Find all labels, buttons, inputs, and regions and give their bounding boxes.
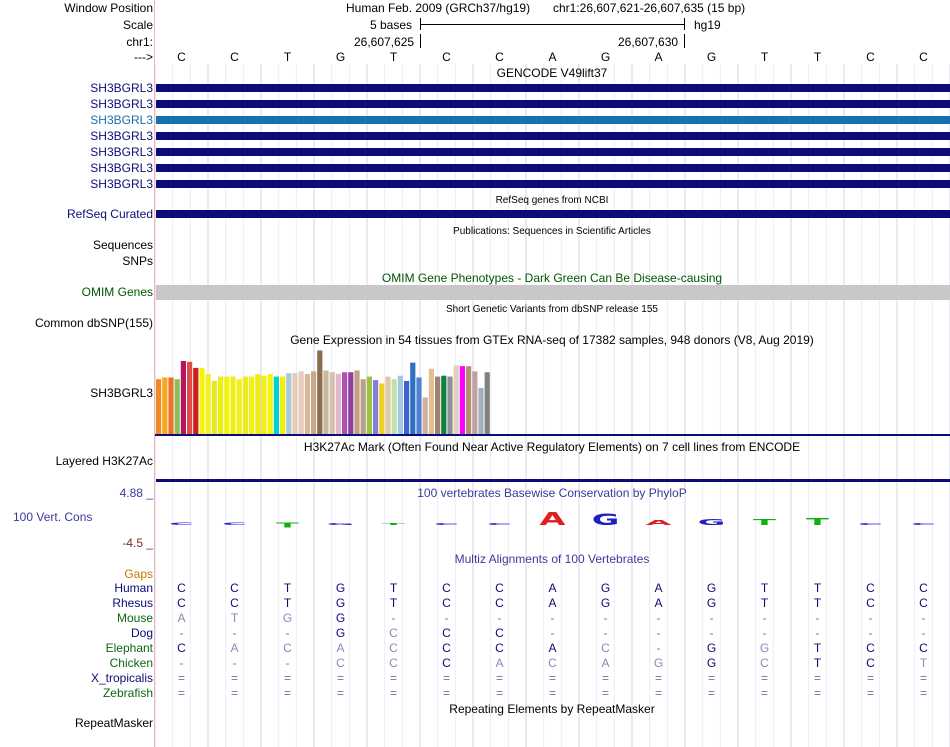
aligned-base: T — [389, 596, 398, 610]
aligned-base: = — [760, 686, 769, 700]
phylop-base-glyph: T — [753, 517, 776, 527]
gtex-tissue-bar — [367, 377, 372, 434]
aligned-base: = — [283, 686, 292, 700]
gencode-transcript-label[interactable]: SH3BGRL3 — [90, 177, 153, 191]
aligned-base: G — [335, 596, 346, 610]
base-letter: T — [760, 50, 769, 64]
gtex-tissue-bar — [292, 373, 297, 434]
omim-label[interactable]: OMIM Genes — [81, 285, 153, 299]
phylop-track-title[interactable]: 100 vertebrates Basewise Conservation by PhyloP — [417, 486, 687, 500]
gencode-transcript-bar[interactable] — [156, 132, 950, 140]
aligned-base: A — [601, 656, 610, 670]
gtex-tissue-bar — [224, 377, 229, 434]
aligned-base: - — [921, 611, 926, 625]
gtex-tissue-bar — [460, 366, 465, 434]
base-letter: A — [654, 50, 663, 64]
aligned-base: - — [709, 626, 714, 640]
gtex-tissue-bar — [323, 370, 328, 434]
gencode-transcript-label[interactable]: SH3BGRL3 — [90, 161, 153, 175]
scale-bar — [420, 24, 685, 25]
scale-text: 5 bases — [370, 18, 413, 32]
aligned-base: T — [813, 596, 822, 610]
gtex-tissue-bar — [336, 374, 341, 434]
base-letter: G — [600, 50, 611, 64]
aligned-base: A — [230, 641, 239, 655]
aligned-base: G — [282, 611, 293, 625]
gtex-tissue-bar — [299, 371, 304, 434]
aligned-base: = — [601, 686, 610, 700]
base-letter: C — [866, 50, 875, 64]
gtex-tissue-bar — [485, 372, 490, 434]
h3k27ac-label[interactable]: Layered H3K27Ac — [55, 454, 153, 468]
gencode-transcript-bar[interactable] — [156, 84, 950, 92]
aligned-base: = — [389, 686, 398, 700]
base-letter: T — [283, 50, 292, 64]
gencode-transcript-label[interactable]: SH3BGRL3 — [90, 81, 153, 95]
gtex-tissue-bar — [274, 377, 279, 434]
scale-label: Scale — [122, 18, 153, 32]
aligned-base: - — [762, 626, 767, 640]
species-label[interactable]: Zebrafish — [102, 686, 153, 700]
aligned-base: T — [813, 641, 822, 655]
phylop-label[interactable]: 100 Vert. Cons — [13, 510, 93, 524]
gtex-tissue-bar — [429, 369, 434, 434]
aligned-base: C — [230, 581, 239, 595]
h3k27ac-track-title[interactable]: H3K27Ac Mark (Often Found Near Active Regulatory Elements) on 7 cell lines from ENCODE — [303, 440, 801, 454]
gtex-tissue-bar — [410, 363, 415, 434]
base-letter: C — [177, 50, 186, 64]
base-letter: A — [548, 50, 557, 64]
species-label[interactable]: Chicken — [109, 656, 153, 670]
aligned-base: C — [389, 656, 398, 670]
phylop-ymin: -4.5 _ — [122, 536, 153, 550]
gencode-transcript-bar[interactable] — [156, 164, 950, 172]
gencode-track-title[interactable]: GENCODE V49lift37 — [496, 66, 608, 80]
aligned-base: - — [709, 611, 714, 625]
aligned-base: - — [815, 611, 820, 625]
aligned-base: T — [283, 581, 292, 595]
aligned-base: = — [866, 671, 875, 685]
aligned-base: T — [760, 581, 769, 595]
species-label[interactable]: Mouse — [116, 611, 153, 625]
species-label[interactable]: Elephant — [105, 641, 153, 655]
gtex-track-title[interactable]: Gene Expression in 54 tissues from GTEx RNA-seq of 17382 samples, 948 donors (V8, Aug 2019) — [290, 333, 814, 347]
aligned-base: C — [336, 656, 345, 670]
aligned-base: C — [919, 641, 928, 655]
aligned-base: C — [177, 581, 186, 595]
gtex-tissue-bar — [168, 377, 173, 434]
gtex-tissue-bar — [354, 370, 359, 434]
aligned-base: - — [497, 611, 502, 625]
phylop-base-glyph: T — [806, 515, 829, 528]
species-label[interactable]: Rhesus — [112, 596, 153, 610]
aligned-base: T — [283, 596, 292, 610]
aligned-base: = — [336, 671, 345, 685]
phylop-base-glyph: C — [169, 521, 194, 526]
gtex-tissue-bar — [286, 373, 291, 434]
coord-left: 26,607,625 — [354, 35, 415, 49]
gaps-label[interactable]: Gaps — [124, 567, 153, 581]
base-letter: C — [495, 50, 504, 64]
gtex-tissue-bar — [199, 368, 204, 434]
gencode-transcript-bar[interactable] — [156, 148, 950, 156]
gtex-tissue-bar — [348, 372, 353, 434]
gtex-tissue-bar — [181, 361, 186, 434]
aligned-base: T — [813, 581, 822, 595]
phylop-base-glyph: C — [911, 522, 936, 526]
gtex-tissue-bar — [255, 374, 260, 434]
dbsnp-label[interactable]: Common dbSNP(155) — [34, 316, 153, 330]
aligned-base: G — [759, 641, 770, 655]
species-label[interactable]: X_tropicalis — [90, 671, 153, 685]
dbsnp-track-title[interactable]: Short Genetic Variants from dbSNP release 155 — [446, 304, 658, 315]
aligned-base: A — [548, 596, 557, 610]
phylop-base-glyph: A — [539, 509, 566, 530]
aligned-base: T — [230, 611, 239, 625]
phylop-base-glyph: C — [487, 522, 512, 526]
aligned-base: = — [336, 686, 345, 700]
aligned-base: C — [866, 596, 875, 610]
aligned-base: C — [389, 626, 398, 640]
gtex-tissue-bar — [218, 377, 223, 434]
aligned-base: C — [495, 581, 504, 595]
aligned-base: C — [177, 596, 186, 610]
aligned-base: C — [283, 641, 292, 655]
aligned-base: C — [919, 581, 928, 595]
aligned-base: C — [866, 581, 875, 595]
gencode-transcript-label[interactable]: SH3BGRL3 — [90, 97, 153, 111]
aligned-base: = — [283, 671, 292, 685]
base-letter: G — [706, 50, 717, 64]
gencode-transcript-bar[interactable] — [156, 100, 950, 108]
gtex-label[interactable]: SH3BGRL3 — [90, 386, 153, 400]
gtex-tissue-bar — [416, 377, 421, 434]
aligned-base: - — [815, 626, 820, 640]
aligned-base: = — [177, 686, 186, 700]
gtex-tissue-bar — [243, 377, 248, 434]
gtex-tissue-bar — [261, 376, 266, 434]
aligned-base: = — [919, 686, 928, 700]
phylop-base-glyph: T — [276, 521, 299, 529]
gtex-tissue-bar — [230, 377, 235, 434]
aligned-base: = — [813, 671, 822, 685]
gtex-tissue-bar — [330, 372, 335, 434]
gencode-transcript-bar[interactable] — [156, 180, 950, 188]
base-letter: T — [389, 50, 398, 64]
coord-right: 26,607,630 — [618, 35, 679, 49]
aligned-base: - — [444, 611, 449, 625]
species-label[interactable]: Human — [114, 581, 153, 595]
refseq-gene-bar[interactable] — [156, 210, 950, 218]
aligned-base: = — [230, 671, 239, 685]
aligned-base: - — [550, 611, 555, 625]
assembly-title: Human Feb. 2009 (GRCh37/hg19) — [346, 1, 531, 15]
aligned-base: A — [548, 581, 557, 595]
aligned-base: C — [548, 656, 557, 670]
sequences-label[interactable]: Sequences — [92, 238, 153, 252]
aligned-base: = — [919, 671, 928, 685]
aligned-base: - — [603, 626, 608, 640]
base-letter: C — [442, 50, 451, 64]
aligned-base: C — [866, 641, 875, 655]
gtex-tissue-bar — [212, 381, 217, 434]
aligned-base: - — [921, 626, 926, 640]
aligned-base: T — [389, 581, 398, 595]
refseq-track-title[interactable]: RefSeq genes from NCBI — [495, 195, 609, 206]
gtex-tissue-bar — [478, 388, 483, 434]
aligned-base: G — [600, 596, 611, 610]
aligned-base: A — [336, 641, 345, 655]
repeatmasker-label[interactable]: RepeatMasker — [74, 716, 153, 730]
gtex-tissue-bar — [162, 377, 167, 434]
aligned-base: G — [600, 581, 611, 595]
scale-db: hg19 — [694, 18, 721, 32]
aligned-base: - — [868, 611, 873, 625]
aligned-base: - — [603, 611, 608, 625]
h3k27ac-signal-bar[interactable] — [156, 479, 950, 482]
aligned-base: G — [335, 611, 346, 625]
gtex-tissue-bar — [175, 379, 180, 434]
phylop-base-glyph: C — [858, 522, 883, 526]
aligned-base: - — [285, 656, 290, 670]
gtex-tissue-bar — [187, 362, 192, 434]
coord-right-tick — [684, 34, 685, 48]
aligned-base: = — [495, 671, 504, 685]
gtex-tissue-bar — [268, 374, 273, 434]
phylop-logo[interactable] — [155, 500, 950, 550]
snps-label[interactable]: SNPs — [122, 254, 153, 268]
aligned-base: C — [442, 581, 451, 595]
aligned-base: G — [706, 596, 717, 610]
gtex-tissue-bar — [392, 379, 397, 434]
repeatmasker-track-title[interactable]: Repeating Elements by RepeatMasker — [449, 702, 655, 716]
phylop-base-glyph: G — [697, 517, 726, 527]
aligned-base: C — [866, 656, 875, 670]
aligned-base: C — [230, 596, 239, 610]
phylop-base-glyph: A — [645, 518, 672, 527]
base-letter: C — [919, 50, 928, 64]
gtex-tissue-bar — [237, 379, 242, 434]
gtex-tissue-bar — [385, 377, 390, 434]
aligned-base: C — [177, 641, 186, 655]
omim-track-title[interactable]: OMIM Gene Phenotypes - Dark Green Can Be Disease-causing — [381, 271, 723, 285]
gtex-bar-chart[interactable] — [155, 347, 950, 436]
aligned-base: T — [813, 656, 822, 670]
aligned-base: A — [548, 641, 557, 655]
aligned-base: G — [706, 641, 717, 655]
aligned-base: = — [760, 671, 769, 685]
strand-arrow-label: ---> — [134, 50, 153, 64]
aligned-base: A — [654, 581, 663, 595]
aligned-base: - — [656, 641, 661, 655]
refseq-label[interactable]: RefSeq Curated — [66, 207, 153, 221]
aligned-base: G — [706, 656, 717, 670]
aligned-base: - — [550, 626, 555, 640]
window-position-label: Window Position — [64, 1, 153, 15]
aligned-base: = — [813, 686, 822, 700]
multiz-track-title[interactable]: Multiz Alignments of 100 Vertebrates — [454, 552, 650, 566]
base-letter: G — [335, 50, 346, 64]
aligned-base: T — [760, 596, 769, 610]
phylop-base-glyph: G — [591, 511, 620, 530]
aligned-base: C — [495, 626, 504, 640]
aligned-base: = — [707, 686, 716, 700]
window-position-value[interactable]: chr1:26,607,621-26,607,635 (15 bp) — [553, 1, 746, 15]
aligned-base: = — [442, 686, 451, 700]
aligned-base: - — [762, 611, 767, 625]
aligned-base: G — [335, 626, 346, 640]
gencode-transcript-label[interactable]: SH3BGRL3 — [90, 113, 153, 127]
phylop-ymax: 4.88 _ — [119, 486, 153, 500]
aligned-base: G — [706, 581, 717, 595]
aligned-base: A — [495, 656, 504, 670]
gtex-tissue-bar — [156, 379, 161, 434]
chr-label: chr1: — [126, 35, 153, 49]
aligned-base: G — [335, 581, 346, 595]
aligned-base: = — [495, 686, 504, 700]
aligned-base: - — [656, 626, 661, 640]
gtex-tissue-bar — [193, 368, 198, 434]
gencode-transcript-label[interactable]: SH3BGRL3 — [90, 145, 153, 159]
phylop-base-glyph: C — [434, 522, 459, 526]
aligned-base: C — [389, 641, 398, 655]
aligned-base: - — [232, 626, 237, 640]
aligned-base: A — [177, 611, 186, 625]
aligned-base: T — [919, 656, 928, 670]
gtex-tissue-bar — [373, 380, 378, 434]
gtex-tissue-bar — [441, 376, 446, 434]
aligned-base: - — [285, 626, 290, 640]
aligned-base: = — [230, 686, 239, 700]
gtex-tissue-bar — [466, 366, 471, 434]
coord-left-tick — [420, 34, 421, 48]
aligned-base: G — [653, 656, 664, 670]
gtex-tissue-bar — [249, 377, 254, 434]
gtex-tissue-bar — [342, 372, 347, 434]
gtex-tissue-bar — [379, 384, 384, 434]
gtex-tissue-bar — [435, 377, 440, 434]
aligned-base: C — [919, 596, 928, 610]
gtex-tissue-bar — [317, 350, 322, 434]
phylop-base-glyph: G — [326, 522, 355, 526]
gtex-tissue-bar — [305, 374, 310, 434]
aligned-base: = — [548, 686, 557, 700]
aligned-base: = — [177, 671, 186, 685]
gencode-transcript-label[interactable]: SH3BGRL3 — [90, 129, 153, 143]
gtex-tissue-bar — [454, 365, 459, 434]
gtex-tissue-bar — [206, 374, 211, 434]
aligned-base: C — [442, 596, 451, 610]
gtex-tissue-bar — [404, 381, 409, 434]
scale-bar-right-tick — [684, 18, 685, 30]
aligned-base: C — [495, 641, 504, 655]
gtex-tissue-bar — [361, 379, 366, 434]
aligned-base: C — [495, 596, 504, 610]
aligned-base: = — [866, 686, 875, 700]
omim-region-bar[interactable] — [156, 285, 950, 300]
aligned-base: C — [601, 641, 610, 655]
aligned-base: - — [232, 656, 237, 670]
aligned-base: = — [654, 686, 663, 700]
aligned-base: C — [442, 641, 451, 655]
gencode-transcript-bar[interactable] — [156, 116, 950, 124]
phylop-base-glyph: C — [222, 521, 247, 526]
gtex-baseline — [155, 434, 950, 436]
phylop-base-glyph: T — [382, 522, 405, 526]
aligned-base: = — [707, 671, 716, 685]
gtex-tissue-bar — [472, 371, 477, 434]
aligned-base: = — [389, 671, 398, 685]
base-letter: C — [230, 50, 239, 64]
aligned-base: = — [654, 671, 663, 685]
aligned-base: = — [548, 671, 557, 685]
aligned-base: - — [656, 611, 661, 625]
aligned-base: = — [442, 671, 451, 685]
aligned-base: - — [179, 656, 184, 670]
aligned-base: - — [179, 626, 184, 640]
aligned-base: C — [442, 626, 451, 640]
gtex-tissue-bar — [398, 376, 403, 434]
gtex-tissue-bar — [280, 377, 285, 434]
species-label[interactable]: Dog — [130, 626, 153, 640]
base-letter: T — [813, 50, 822, 64]
aligned-base: C — [442, 656, 451, 670]
aligned-base: - — [868, 626, 873, 640]
aligned-base: = — [601, 671, 610, 685]
gtex-tissue-bar — [423, 397, 428, 434]
gtex-tissue-bar — [311, 371, 316, 434]
gtex-tissue-bar — [447, 377, 452, 434]
aligned-base: A — [654, 596, 663, 610]
aligned-base: C — [760, 656, 769, 670]
aligned-base: - — [391, 611, 396, 625]
publications-track-title[interactable]: Publications: Sequences in Scientific Articles — [453, 226, 651, 237]
